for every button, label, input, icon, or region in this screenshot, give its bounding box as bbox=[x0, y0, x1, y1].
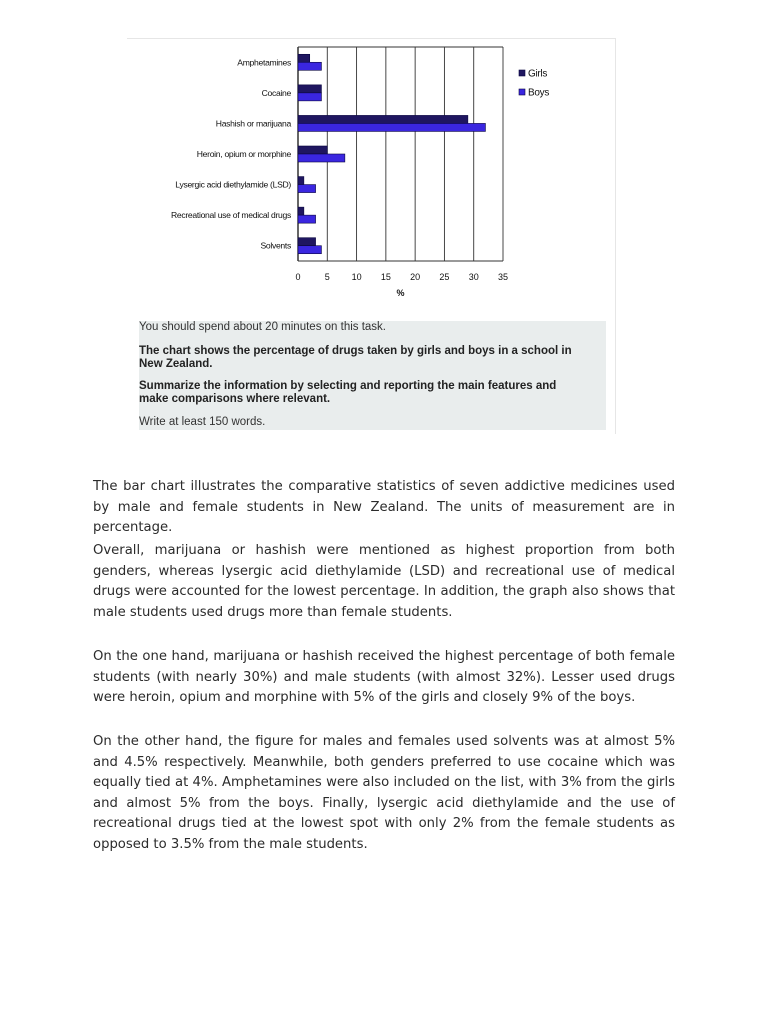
bar-girls bbox=[298, 85, 321, 93]
bar-boys bbox=[298, 123, 485, 131]
bar-girls bbox=[298, 177, 304, 185]
task-figure bbox=[127, 38, 616, 434]
essay-paragraph-2: Overall, marijuana or hashish were mentioned as highest proportion from both genders, whereas lysergic acid diethylamide (LSD) and recreational use of medical drugs were accounted for the lowest percentage. In addition, the graph also shows that male students used drugs more than female students. bbox=[93, 543, 675, 620]
category-label: Amphetamines bbox=[237, 57, 291, 68]
bar-girls bbox=[298, 54, 310, 62]
bar-girls bbox=[298, 146, 327, 154]
task-word-count: Write at least 150 words. bbox=[139, 416, 266, 428]
category-label: Hashish or marijuana bbox=[215, 118, 291, 129]
legend-swatch-boys bbox=[519, 89, 525, 95]
category-label: Lysergic acid diethylamide (LSD) bbox=[175, 179, 291, 190]
x-tick-label: 35 bbox=[497, 272, 509, 282]
bar-girls bbox=[298, 238, 316, 246]
category-label: Heroin, opium or morphine bbox=[196, 149, 291, 159]
x-tick-label: 15 bbox=[380, 272, 391, 282]
task-instructions-box bbox=[139, 321, 606, 430]
bar-boys bbox=[298, 62, 321, 70]
bar-boys bbox=[298, 246, 321, 254]
essay-paragraph-1: The bar chart illustrates the comparative statistics of seven addictive medicines used by male and female students in New Zealand. The units of measurement are in percentage. bbox=[93, 479, 675, 536]
task-description-line-1: The chart shows the percentage of drugs taken by girls and boys in a school in bbox=[139, 345, 572, 357]
drug-usage-bar-chart bbox=[127, 39, 616, 319]
x-tick-label: 30 bbox=[468, 272, 479, 282]
bar-boys bbox=[298, 185, 316, 193]
task-instruction-line-1: Summarize the information by selecting and reporting the main features and bbox=[139, 380, 557, 392]
task-instruction-line-2: make comparisons where relevant. bbox=[139, 393, 331, 405]
bar-boys bbox=[298, 154, 345, 162]
x-tick-label: 25 bbox=[439, 272, 450, 282]
bar-girls bbox=[298, 207, 304, 215]
task-description-line-2: New Zealand. bbox=[139, 358, 213, 370]
x-tick-label: 0 bbox=[295, 272, 301, 282]
task-time-note: You should spend about 20 minutes on this task. bbox=[139, 321, 386, 333]
x-tick-label: 10 bbox=[351, 272, 362, 282]
bar-girls bbox=[298, 115, 468, 123]
category-label: Recreational use of medical drugs bbox=[170, 210, 291, 221]
x-tick-label: 5 bbox=[324, 272, 330, 282]
bar-boys bbox=[298, 215, 316, 223]
x-tick-label: 20 bbox=[410, 272, 421, 282]
legend-swatch-girls bbox=[519, 70, 525, 76]
essay-paragraph-3: On the one hand, marijuana or hashish received the highest percentage of both female students (with nearly 30%) and male students (with almost 32%). Lesser used drugs were heroin, opium and morphine with 5% of the girls and closely 9% of the boys. bbox=[93, 649, 675, 706]
bar-boys bbox=[298, 93, 321, 101]
category-label: Solvents bbox=[260, 240, 291, 251]
legend-label-boys: Boys bbox=[528, 87, 550, 99]
x-axis-label: % bbox=[396, 288, 405, 298]
essay-paragraph-4: On the other hand, the figure for males and females used solvents was at almost 5% and 4.5% respectively. Meanwhile, both genders preferred to use cocaine which was equally tied at 4%. Amphetamines were also included on the list, with 3% from the girls and almost 5% from the boys. Finally, lysergic acid diethylamide and the use of recreational drugs tied at the lowest spot with only 2% from the female students as opposed to 3.5% from the male students. bbox=[93, 734, 675, 852]
legend-label-girls: Girls bbox=[528, 68, 548, 80]
category-label: Cocaine bbox=[261, 87, 291, 98]
